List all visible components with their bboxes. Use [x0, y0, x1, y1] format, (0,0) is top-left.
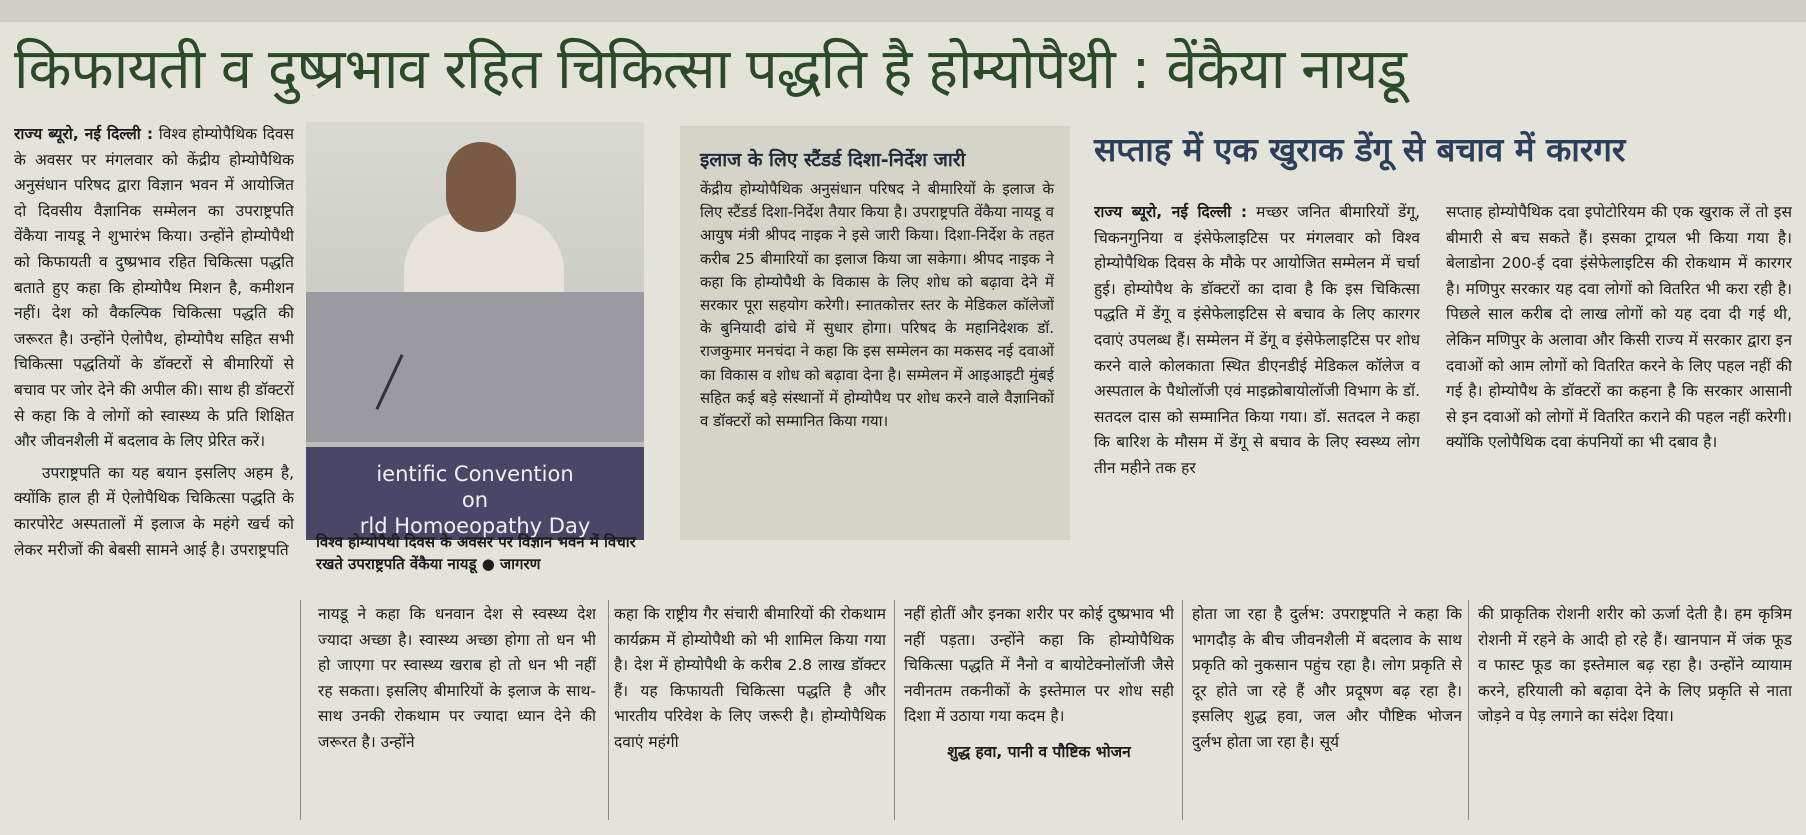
divider-2	[608, 600, 609, 820]
box-text: केंद्रीय होम्योपैथिक अनुसंधान परिषद ने बीमारियों के इलाज के लिए स्टैंडर्ड दिशा-निर्देश तैयार किया है। उपराष्ट्रपति वेंकैया नायडू व आयुष मंत्री श्रीपद नाइक ने इसे जारी किया। दिशा-निर्देश के तहत करीब 25 बीमारियों का इलाज किया जा सकेगा। श्रीपद नाइक ने कहा कि होम्योपैथी के विकास के लिए शोध को बढ़ावा देने में सरकार पूरा सहयोग करेगी। स्नातकोत्तर स्तर के मेडिकल कॉलेजों के बुनियादी ढांचे में सुधार होगा। परिषद के महानिदेशक डॉ. राजकुमार मनचंदा ने कहा कि इस सम्मेलन का मकसद नई दवाओं का विकास व शोध को बढ़ावा देना है। सम्मेलन में आइआइटी मुंबई सहित कई बड़े संस्थानों में होम्योपैथ पर शोध करने वाले वैज्ञानिकों व डॉक्टरों को सम्मानित किया गया।	[700, 180, 1054, 431]
speaker-head	[446, 142, 516, 232]
bottom-column-6	[1478, 602, 1792, 822]
top-strip	[0, 0, 1806, 22]
banner-line-2: on	[461, 488, 489, 512]
bottom-column-5	[1192, 602, 1462, 822]
banner-line-3: rld Homoeopathy Day	[359, 514, 591, 538]
dengue-column-2	[1446, 200, 1792, 568]
bottom-column-3	[614, 602, 886, 822]
left-column	[14, 122, 294, 822]
dengue-para-2: सप्ताह होम्योपैथिक दवा इपोटोरियम की एक खुराक लें तो इस बीमारी से बच सकते हैं। इसका ट्रायल भी किया गया है। बेलाडोना 200-ई दवा इंसेफेलाइटिस की रोकथाम में कारगर है। मणिपुर सरकार यह दवा लोगों को वितरित भी करा रही है। पिछले साल करीब दो लाख लोगों को यह दवा दी गई थी, लेकिन मणिपुर के अलावा और किसी राज्य में सरकार द्वारा इन दवाओं को आम लोगों को वितरित करने के लिए पहल नहीं की गई है। होम्योपैथ के डॉक्टरों का कहना है कि सरकार आसानी से इन दवाओं को लोगों में वितरित कराने की पहल नहीं करेगी। क्योंकि एलोपैथिक दवा कंपनियों का भी दबाव है।	[1446, 203, 1792, 452]
bottom-column-4	[904, 602, 1174, 822]
podium	[306, 292, 644, 442]
divider-1	[300, 600, 301, 820]
dengue-para-1: राज्य ब्यूरो, नई दिल्ली : मच्छर जनित बीमारियों डेंगू, चिकनगुनिया व इंसेफेलाइटिस पर मंगलवार को विश्व होम्योपैथिक दिवस के मौके पर आयोजित सम्मेलन में चर्चा हुई। होम्योपैथ के डॉक्टरों का दावा है कि इस चिकित्सा पद्धति में डेंगू व इंसेफेलाइटिस से बचाव के लिए कारगर दवाएं उपलब्ध हैं। सम्मेलन में डेंगू व इंसेफेलाइटिस पर शोध करने वाले कोलकाता स्थित डीएनडीई मेडिकल कॉलेज व अस्पताल के पैथोलॉजी एवं माइक्रोबायोलॉजी विभाग के डॉ. सतदल दास को सम्मानित किया गया। डॉ. सतदल ने कहा कि बारिश के मौसम में डेंगू से बचाव के लिए स्वस्थ्य लोग तीन महीने तक हर	[1094, 203, 1420, 477]
divider-3	[894, 600, 895, 820]
bottom-para-5: होता जा रहा है दुर्लभ: उपराष्ट्रपति ने कहा कि भागदौड़ के बीच जीवनशैली में बदलाव के साथ प्रकृति को नुकसान पहुंच रहा है। लोग प्रकृति से दूर होते जा रहे हैं और प्रदूषण बढ़ रहा है। इसलिए शुद्ध हवा, जल और पौष्टिक भोजन दुर्लभ होता जा रहा है। सूर्य	[1192, 605, 1462, 751]
photo	[306, 122, 644, 540]
dengue-column-1	[1094, 200, 1420, 568]
left-para-2: उपराष्ट्रपति का यह बयान इसलिए अहम है, क्योंकि हाल ही में ऐलोपैथिक चिकित्सा पद्धति के कारपोरेट अस्पतालों में इलाज के महंगे खर्च को लेकर मरीजों की बेबसी सामने आई है। उपराष्ट्रपति	[14, 463, 294, 559]
dateline: राज्य ब्यूरो, नई दिल्ली :	[14, 125, 154, 143]
banner-line-1: ientific Convention	[376, 462, 574, 486]
bottom-para-6: की प्राकृतिक रोशनी शरीर को ऊर्जा देती है। हम कृत्रिम रोशनी में रहने के आदी हो रहे हैं। खानपान में जंक फूड व फास्ट फूड का इस्तेमाल बढ़ रहा है। उन्होंने व्यायाम करने, हरियाली को बढ़ावा देने के लिए प्रकृति से नाता जोड़ने व पेड़ लगाने का संदेश दिया।	[1478, 605, 1792, 726]
headline: किफायती व दुष्प्रभाव रहित चिकित्सा पद्धति है होम्योपैथी : वेंकैया नायडू	[14, 37, 1407, 102]
divider-4	[1182, 600, 1183, 820]
photo-caption: विश्व होम्योपैथी दिवस के अवसर पर विज्ञान भवन में विचार रखते उपराष्ट्रपति वेंकैया नायडू ● जागरण	[316, 533, 636, 573]
dengue-dateline: राज्य ब्यूरो, नई दिल्ली :	[1094, 203, 1248, 221]
bottom-para-3: कहा कि राष्ट्रीय गैर संचारी बीमारियों की रोकथाम कार्यक्रम में होम्योपैथी को भी शामिल किया गया है। देश में होम्योपैथी के करीब 2.8 लाख डॉक्टर हैं। यह किफायती चिकित्सा पद्धति है और भारतीय परिवेश के लिए जरूरी है। होम्योपैथिक दवाएं महंगी	[614, 605, 886, 751]
guidelines-box	[680, 126, 1070, 540]
bottom-para-2: नायडू ने कहा कि धनवान देश से स्वस्थ्य देश ज्यादा अच्छा है। स्वास्थ्य अच्छा होगा तो धन भी हो जाएगा पर स्वास्थ्य खराब हो तो धन भी नहीं रह सकता। इसलिए बीमारियों के इलाज के साथ-साथ उनकी रोकथाम पर ज्यादा ध्यान देने की जरूरत है। उन्होंने	[318, 605, 596, 751]
bottom-subhead: शुद्ध हवा, पानी व पौष्टिक भोजन	[947, 742, 1131, 761]
bottom-para-4: नहीं होतीं और इनका शरीर पर कोई दुष्प्रभाव भी नहीं पड़ता। उन्होंने कहा कि होम्योपैथिक चिकित्सा पद्धति में नैनो व बायोटेक्नोलॉजी जैसे नवीनतम तकनीकों के इस्तेमाल पर शोध सही दिशा में उठाया गया कदम है।	[904, 605, 1174, 726]
dengue-title: सप्ताह में एक खुराक डेंगू से बचाव में कारगर	[1094, 130, 1626, 169]
banner	[306, 447, 644, 540]
divider-5	[1468, 600, 1469, 820]
bottom-column-2	[318, 602, 596, 822]
box-title: इलाज के लिए स्टैंडर्ड दिशा-निर्देश जारी	[700, 149, 966, 171]
left-para-1: राज्य ब्यूरो, नई दिल्ली : विश्व होम्योपैथिक दिवस के अवसर पर मंगलवार को केंद्रीय होम्योपैथिक अनुसंधान परिषद द्वारा विज्ञान भवन में आयोजित दो दिवसीय वैज्ञानिक सम्मेलन का उपराष्ट्रपति वेंकैया नायडू ने शुभारंभ किया। उन्होंने होम्योपैथी को किफायती व दुष्प्रभाव रहित चिकित्सा पद्धति बताते हुए कहा कि होम्योपैथ मिशन है, कमीशन नहीं। देश को वैकल्पिक चिकित्सा पद्धति की जरूरत है। उन्होंने ऐलोपैथ, होम्योपैथ सहित सभी चिकित्सा पद्धतियों के डॉक्टरों से बीमारियों से बचाव पर जोर देने की अपील की। साथ ही डॉक्टरों से कहा कि वे लोगों को स्वास्थ्य के प्रति शिक्षित और जीवनशैली में बदलाव के लिए प्रेरित करें।	[14, 125, 294, 451]
